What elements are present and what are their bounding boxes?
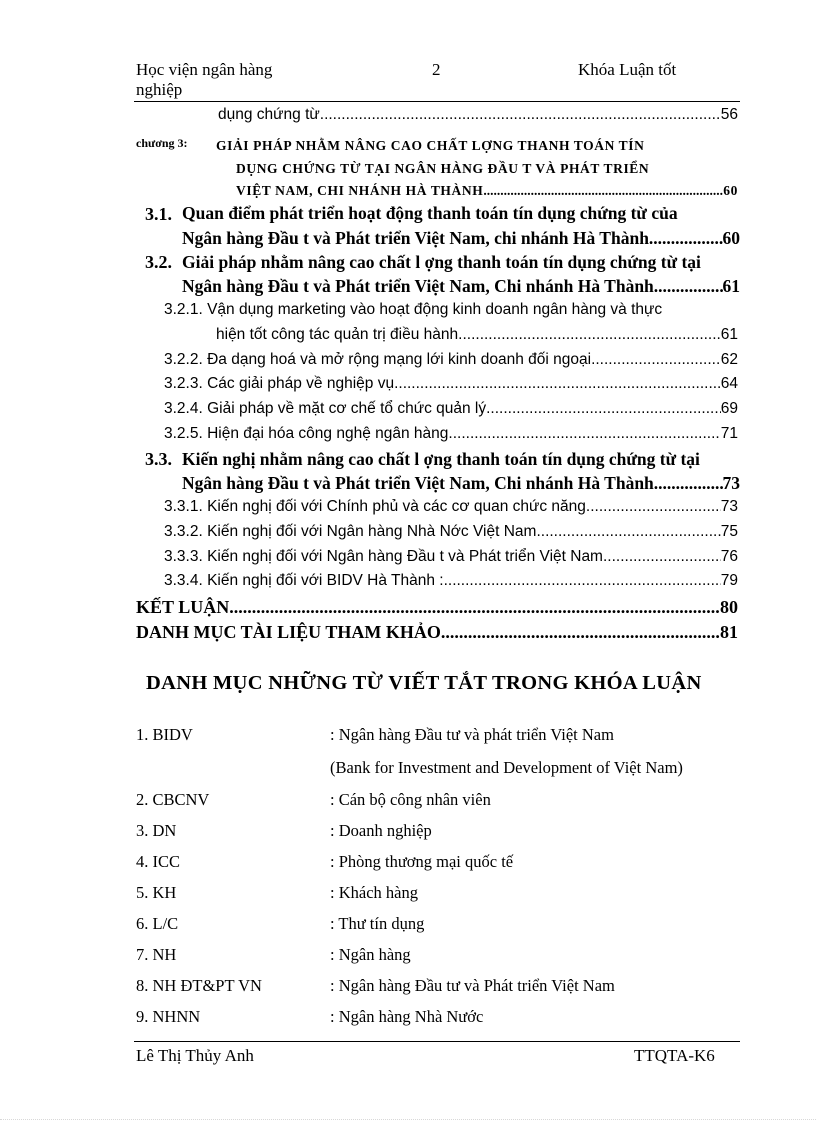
subsection-title: 3.3.2. Kiến nghị đối với Ngân hàng Nhà Nớc Việt Nam.	[164, 523, 541, 540]
toc-entry-page: 61	[722, 276, 740, 296]
toc-entry-page: 76	[720, 548, 738, 565]
abbreviation-definition: (Bank for Investment and Development of Việt Nam)	[330, 758, 683, 777]
abbreviations-title: DANH MỤC NHỮNG TỪ VIẾT TẮT TRONG KHÓA LUẬN	[146, 672, 702, 694]
section-title-line2: Ngân hàng Đầu t và Phát triển Việt Nam, Chi nhánh Hà Thành	[182, 473, 654, 493]
subsection-title: 3.3.4. Kiến nghị đối với BIDV Hà Thành :	[164, 572, 444, 589]
toc-entry	[164, 548, 738, 566]
toc-entry	[182, 276, 740, 297]
section-title-line2: Ngân hàng Đầu t và Phát triển Việt Nam, Chi nhánh Hà Thành	[182, 276, 654, 296]
toc-entry	[164, 425, 738, 443]
toc-entry-page: 80	[720, 597, 738, 617]
toc-entry-page: 79	[720, 572, 738, 589]
subsection-title: 3.2.2. Đa dạng hoá và mở rộng mạng lới kinh doanh đối ngoại	[164, 351, 592, 368]
toc-entry	[164, 523, 738, 541]
section-number: 3.2.	[145, 252, 172, 272]
toc-entry-page: 71	[720, 425, 738, 442]
abbreviation-term: 1. BIDV	[136, 725, 193, 744]
abbreviation-definition: : Cán bộ công nhân viên	[330, 790, 491, 809]
abbreviation-term: 3. DN	[136, 821, 177, 840]
subsection-title: 3.2.4. Giải pháp về mặt cơ chế tổ chức quản lý	[164, 400, 487, 417]
header-thesis: Khóa Luận tốt	[578, 60, 677, 79]
subsection-title: 3.2.3. Các giải pháp về nghiệp vụ	[164, 375, 395, 392]
subsection-title-line2: hiện tốt công tác quản trị điều hành	[216, 326, 459, 343]
footer-code: TTQTA-K6	[634, 1046, 715, 1065]
footer-author: Lê Thị Thủy Anh	[136, 1046, 254, 1065]
section-title-line1: Kiến nghị nhằm nâng cao chất l ợng thanh toán tín dụng chứng từ tại	[182, 449, 700, 469]
abbreviation-term: 4. ICC	[136, 852, 181, 871]
toc-leader	[607, 548, 720, 566]
toc-entry	[164, 375, 738, 393]
toc-leader	[649, 228, 723, 249]
section-number: 3.3.	[145, 449, 172, 469]
section-title-line2: Ngân hàng Đầu t và Phát triển Việt Nam, chi nhánh Hà Thành	[182, 228, 649, 248]
toc-leader	[486, 400, 721, 418]
subsection-title: 3.3.3. Kiến nghị đối với Ngân hàng Đầu t và Phát triển Việt Nam.	[164, 548, 608, 565]
subsection-title: 3.3.1. Kiến nghị đối với Chính phủ và các cơ quan chức năng.	[164, 498, 591, 515]
subsection-title: 3.2.5. Hiện đại hóa công nghệ ngân hàng	[164, 425, 449, 442]
abbreviation-definition: : Ngân hàng Nhà Nước	[330, 1007, 484, 1026]
abbreviation-definition: : Phòng thương mại quốc tế	[330, 852, 514, 871]
toc-entry-page: 73	[720, 498, 738, 515]
abbreviation-term: 2. CBCNV	[136, 790, 210, 809]
abbreviation-definition: : Ngân hàng Đầu tư và phát triển Việt Nam	[330, 725, 614, 744]
abbreviation-definition: : Doanh nghiệp	[330, 821, 432, 840]
toc-entry-page: 81	[720, 622, 738, 642]
abbreviation-term: 8. NH ĐT&PT VN	[136, 976, 262, 995]
toc-entry-title: dụng chứng từ	[218, 106, 320, 123]
toc-leader	[541, 523, 721, 541]
toc-entry-page: 60	[722, 228, 740, 248]
abbreviation-term: 6. L/C	[136, 914, 179, 933]
toc-entry	[182, 228, 740, 249]
abbreviation-term: 9. NHNN	[136, 1007, 201, 1026]
abbreviation-term: 5. KH	[136, 883, 177, 902]
toc-entry	[164, 351, 738, 369]
header-school: Học viện ngân hàng	[136, 60, 273, 79]
toc-entry-page: 75	[720, 523, 738, 540]
toc-entry	[218, 106, 738, 124]
header-wrap: nghiệp	[136, 80, 183, 99]
toc-leader	[320, 106, 721, 124]
chapter-title-line3: VIỆT NAM, CHI NHÁNH HÀ THÀNH	[236, 183, 484, 198]
toc-entry	[164, 572, 738, 590]
toc-entry-page: 60	[723, 183, 738, 198]
toc-leader	[591, 351, 721, 369]
toc-entry-page: 64	[720, 375, 738, 392]
toc-leader	[448, 425, 720, 443]
abbreviation-definition: : Khách hàng	[330, 883, 418, 902]
toc-entry	[136, 597, 738, 618]
section-number: 3.1.	[145, 204, 172, 224]
abbreviation-definition: : Ngân hàng	[330, 945, 411, 964]
toc-leader	[441, 622, 720, 643]
toc-entry-page: 62	[720, 351, 738, 368]
toc-entry	[136, 622, 738, 643]
toc-entry	[164, 498, 738, 516]
toc-leader	[590, 498, 721, 516]
chapter-label: chương 3:	[136, 136, 188, 150]
page-edge	[0, 1119, 816, 1120]
section-title-line1: Giải pháp nhằm nâng cao chất l ợng thanh toán tín dụng chứng từ tại	[182, 252, 701, 272]
toc-leader	[394, 375, 721, 393]
toc-entry-page: 73	[722, 473, 740, 493]
toc-entry-page: 56	[720, 106, 738, 123]
toc-leader	[229, 597, 720, 618]
toc-leader	[444, 572, 721, 590]
chapter-title-line1: GIẢI PHÁP NHẰM NÂNG CAO CHẤT LỢNG THANH TOÁN TÍN	[216, 138, 645, 153]
references-title: DANH MỤC TÀI LIỆU THAM KHẢO	[136, 622, 441, 642]
toc-entry-page: 61	[720, 326, 738, 343]
header-page-number: 2	[432, 60, 441, 79]
subsection-title-line1: 3.2.1. Vận dụng marketing vào hoạt động kinh doanh ngân hàng và thực	[164, 301, 663, 318]
toc-leader	[654, 473, 723, 494]
toc-leader	[458, 326, 721, 344]
abbreviation-definition: : Ngân hàng Đầu tư và Phát triển Việt Nam	[330, 976, 615, 995]
header-rule	[134, 101, 740, 102]
toc-leader	[483, 183, 723, 199]
toc-entry	[182, 473, 740, 494]
chapter-title-line2: DỤNG CHỨNG TỪ TẠI NGÂN HÀNG ĐẦU T VÀ PHÁT TRIỂN	[236, 161, 650, 176]
toc-entry	[164, 400, 738, 418]
toc-leader	[654, 276, 723, 297]
conclusion-title: KẾT LUẬN	[136, 597, 230, 617]
abbreviation-term: 7. NH	[136, 945, 177, 964]
footer-rule	[134, 1041, 740, 1042]
section-title-line1: Quan điểm phát triển hoạt động thanh toán tín dụng chứng từ của	[182, 203, 678, 223]
toc-entry	[236, 183, 738, 199]
toc-entry-page: 69	[720, 400, 738, 417]
abbreviation-definition: : Thư tín dụng	[330, 914, 425, 933]
toc-entry	[216, 326, 738, 344]
